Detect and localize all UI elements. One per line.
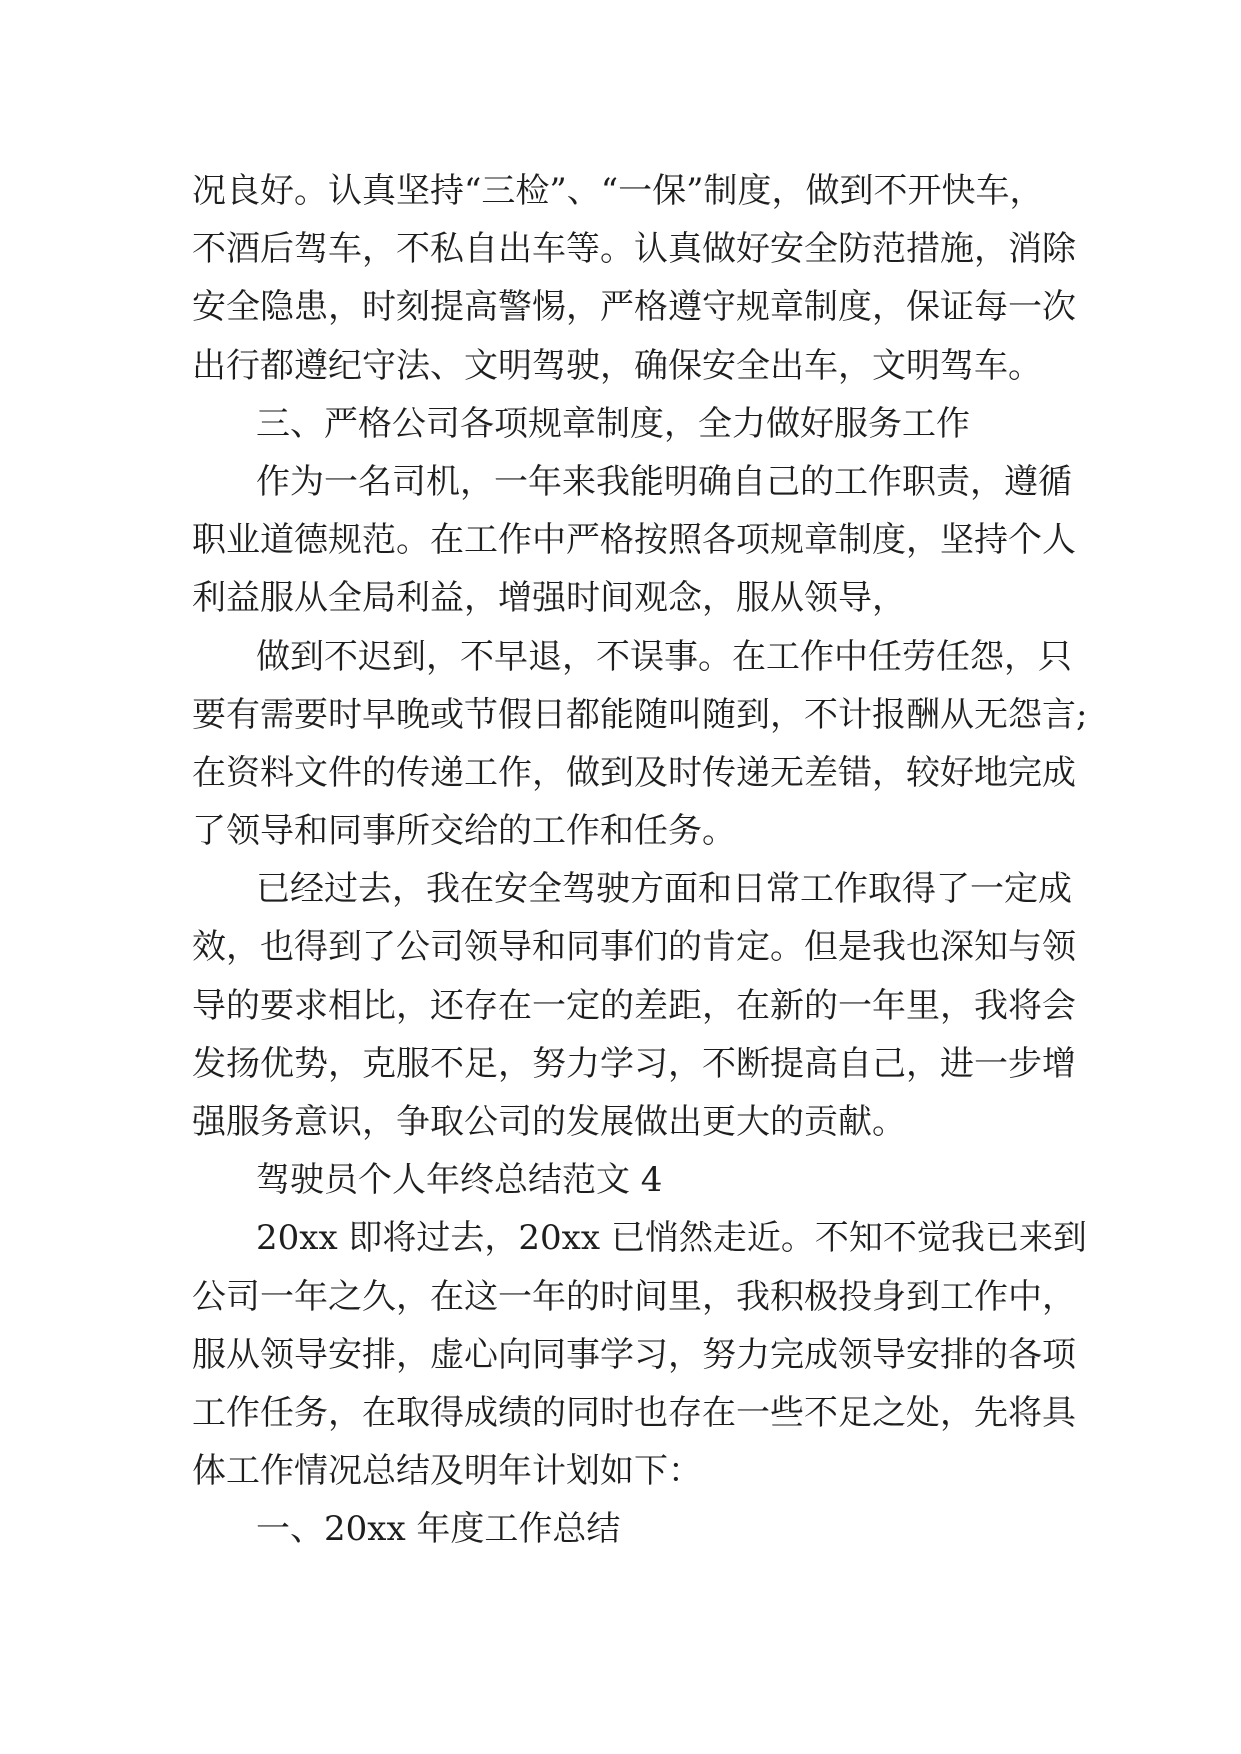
paragraph-line: 了领导和同事所交给的工作和任务。 [192, 811, 736, 852]
paragraph-line: 职业道德规范。在工作中严格按照各项规章制度，坚持个人 [192, 520, 1076, 561]
paragraph-line: 出行都遵纪守法、文明驾驶，确保安全出车，文明驾车。 [192, 345, 1042, 386]
paragraph-line: 服从领导安排，虚心向同事学习，努力完成领导安排的各项 [192, 1334, 1076, 1375]
paragraph-line: 做到不迟到，不早退，不误事。在工作中任劳任怨，只 [256, 636, 1072, 677]
paragraph-line: 强服务意识，争取公司的发展做出更大的贡献。 [192, 1102, 906, 1142]
paragraph-line: 利益服从全局利益，增强时间观念，服从领导， [192, 578, 906, 619]
section-heading: 三、严格公司各项规章制度，全力做好服务工作 [256, 403, 970, 444]
paragraph-line: 发扬优势，克服不足，努力学习，不断提高自己，进一步增 [192, 1043, 1076, 1084]
paragraph-line: 已经过去，我在安全驾驶方面和日常工作取得了一定成 [256, 869, 1072, 910]
paragraph-line: 体工作情况总结及明年计划如下： [192, 1451, 702, 1492]
paragraph-line: 效，也得到了公司领导和同事们的肯定。但是我也深知与领 [192, 927, 1076, 968]
paragraph-line: 20xx 即将过去，20xx 已悄然走近。不知不觉我已来到 [256, 1218, 1087, 1259]
paragraph-line: 不酒后驾车，不私自出车等。认真做好安全防范措施，消除 [192, 229, 1076, 270]
paragraph-line: 要有需要时早晚或节假日都能随叫随到，不计报酬从无怨言; [192, 694, 1088, 735]
paragraph-line: 工作任务，在取得成绩的同时也存在一些不足之处，先将具 [192, 1392, 1076, 1433]
section-heading: 一、20xx 年度工作总结 [256, 1509, 621, 1550]
paragraph-line: 作为一名司机，一年来我能明确自己的工作职责，遵循 [256, 461, 1072, 502]
document-body [192, 162, 1088, 1559]
paragraph-line: 导的要求相比，还存在一定的差距，在新的一年里，我将会 [192, 985, 1076, 1026]
paragraph-line: 在资料文件的传递工作，做到及时传递无差错，较好地完成 [192, 752, 1076, 793]
paragraph-line: 公司一年之久，在这一年的时间里，我积极投身到工作中， [192, 1276, 1076, 1317]
article-title: 驾驶员个人年终总结范文 4 [256, 1160, 663, 1201]
paragraph-line: 安全隐患，时刻提高警惕，严格遵守规章制度，保证每一次 [192, 287, 1076, 328]
paragraph-line: 况良好。认真坚持“三检”、“一保”制度，做到不开快车， [192, 171, 1044, 211]
